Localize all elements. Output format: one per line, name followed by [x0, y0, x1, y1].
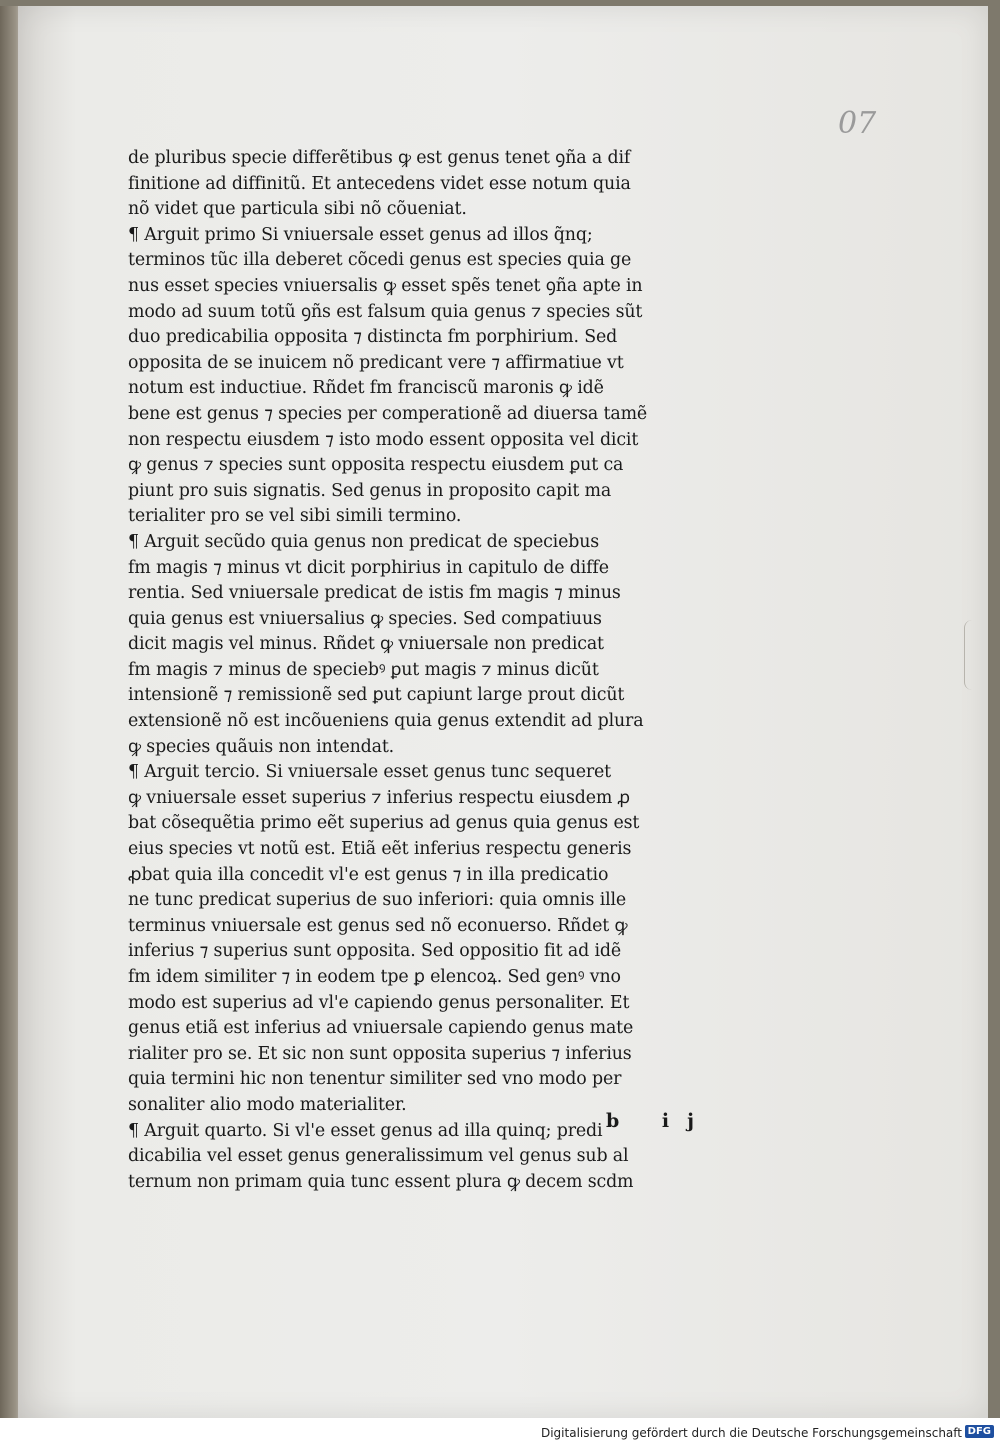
text-line: terminos tũc illa deberet cõcedi genus est species quia ge	[128, 250, 632, 271]
dfg-logo: DFG	[965, 1425, 994, 1438]
text-line: notum est inductiue. Rñdet fm franciscũ maronis ꝙ idẽ	[128, 378, 604, 399]
text-line: ¶ Arguit secũdo quia genus non predicat de speciebus	[128, 531, 600, 552]
text-line: fm idem similiter ⁊ in eodem tpe ꝑ elencoꝝ. Sed genꝰ vno	[128, 967, 621, 987]
folio-number: 07	[838, 106, 877, 141]
text-line: intensionẽ ⁊ remissionẽ sed ꝑut capiunt large prout dicũt	[128, 685, 625, 706]
text-line: fm magis ⁊ minus vt dicit porphirius in capitulo de diffe	[128, 557, 609, 578]
text-line: modo ad suum totũ ꝯñs est falsum quia genus ⁊ species sũt	[128, 301, 643, 322]
text-line: ¶ Arguit tercio. Si vniuersale esset genus tunc sequeret	[128, 762, 611, 783]
text-line: dicabilia vel esset genus generalissimum vel genus sub al	[128, 1146, 629, 1167]
text-line: quia genus est vniuersalius ꝙ species. Sed compatiuus	[128, 608, 602, 629]
page-edge-fold	[964, 620, 979, 690]
text-line: inferius ⁊ superius sunt opposita. Sed oppositio fit ad idẽ	[128, 941, 621, 962]
text-line: rentia. Sed vniuersale predicat de istis fm magis ⁊ minus	[128, 583, 621, 604]
text-line: ¶ Arguit primo Si vniuersale esset genus ad illos q̃nq;	[128, 224, 593, 245]
text-line: nus esset species vniuersalis ꝙ esset spẽs tenet ꝯña apte in	[128, 275, 643, 296]
text-line: piunt pro suis signatis. Sed genus in proposito capit ma	[128, 480, 612, 501]
text-line: dicit magis vel minus. Rñdet ꝙ vniuersale non predicat	[128, 634, 604, 655]
text-line: ꝙ genus ⁊ species sunt opposita respectu eiusdem ꝑut ca	[128, 455, 624, 476]
text-line: non respectu eiusdem ⁊ isto modo essent opposita vel dicit	[128, 429, 639, 450]
text-line: sonaliter alio modo materialiter.	[128, 1094, 407, 1115]
text-line: extensionẽ nõ est incõueniens quia genus extendit ad plura	[128, 711, 644, 732]
text-line: terminus vniuersale est genus sed nõ econuerso. Rñdet ꝙ	[128, 915, 628, 936]
text-line: bene est genus ⁊ species per comperationẽ ad diuersa tamẽ	[128, 403, 648, 424]
text-line: modo est superius ad vl'e capiendo genus personaliter. Et	[128, 992, 630, 1013]
text-line: ne tunc predicat superius de suo inferiori: quia omnis ille	[128, 890, 627, 911]
text-line: eius species vt notũ est. Etiã eẽt inferius respectu generis	[128, 839, 632, 860]
text-line: de pluribus specie differẽtibus ꝙ est genus tenet ꝯña a dif	[128, 148, 631, 168]
text-line: rialiter pro se. Et sic non sunt opposita superius ⁊ inferius	[128, 1043, 632, 1064]
text-line: ꝙ vniuersale esset superius ⁊ inferius respectu eiusdem ꝓ	[128, 787, 630, 808]
text-line: duo predicabilia opposita ⁊ distincta fm porphirium. Sed	[128, 327, 618, 348]
text-line: quia termini hic non tenentur similiter sed vno modo per	[128, 1069, 622, 1090]
text-line: opposita de se inuicem nõ predicant vere ⁊ affirmatiue vt	[128, 352, 624, 373]
text-line: ꝓbat quia illa concedit vl'e est genus ⁊ in illa predicatio	[128, 864, 609, 885]
text-line: ternum non primam quia tunc essent plura ꝙ decem scdm	[128, 1171, 634, 1192]
text-line: genus etiã est inferius ad vniuersale capiendo genus mate	[128, 1018, 634, 1039]
text-column	[128, 146, 714, 1195]
text-line: ¶ Arguit quarto. Si vl'e esset genus ad illa quinq; predi	[128, 1120, 603, 1141]
funding-credit: Digitalisierung gefördert durch die Deutsche Forschungsgemeinschaft	[540, 1426, 962, 1440]
text-line: finitione ad diffinitũ. Et antecedens videt esse notum quia	[128, 173, 631, 194]
text-line: nõ videt que particula sibi nõ cõueniat.	[128, 199, 467, 220]
signature-mark: b ij	[606, 1110, 712, 1132]
text-line: fm magis ⁊ minus de speciebꝰ ꝑut magis ⁊ minus dicũt	[128, 659, 599, 680]
text-line: terialiter pro se vel sibi simili termino.	[128, 506, 462, 527]
text-line: bat cõsequẽtia primo eẽt superius ad genus quia genus est	[128, 813, 640, 834]
text-line: ꝙ species quãuis non intendat.	[128, 736, 395, 757]
